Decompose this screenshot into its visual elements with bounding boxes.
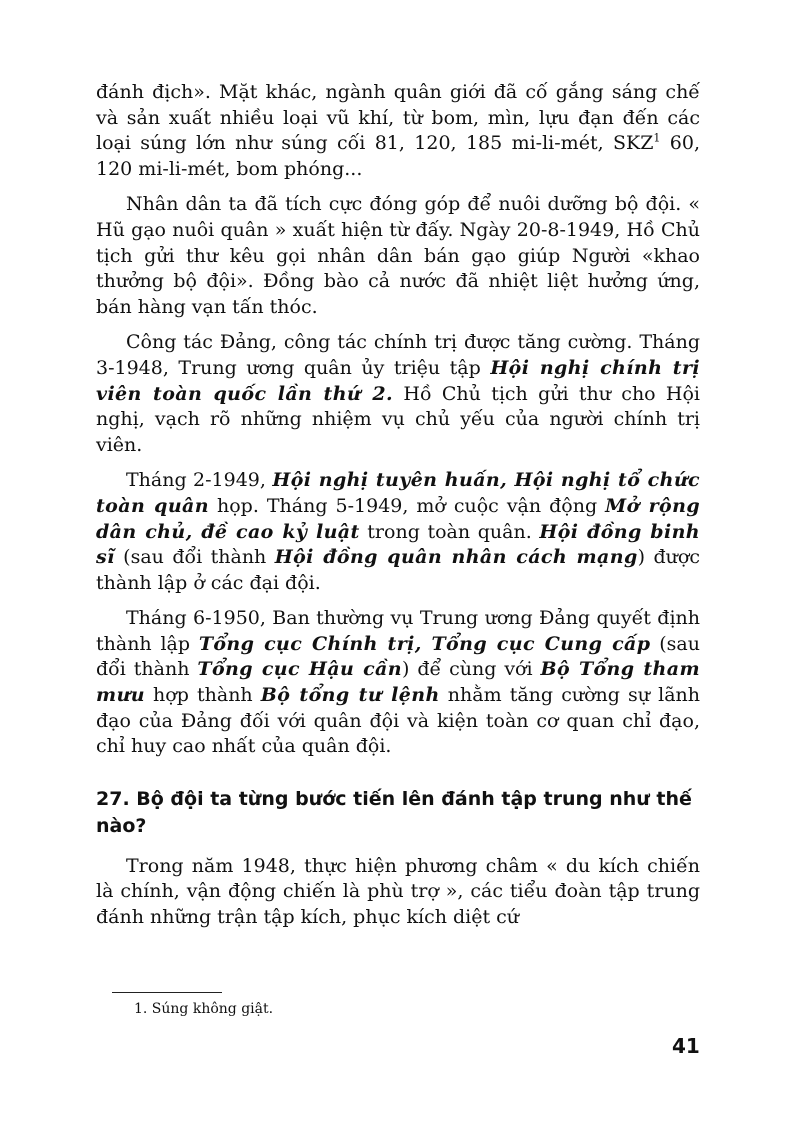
text-run: ) để cùng với xyxy=(401,658,541,681)
italic-title: Hội nghị tuyên huấn, Hội nghị tổ chức toàn quân xyxy=(96,469,700,517)
text-run: (sau đổi thành xyxy=(96,632,700,681)
text-run: Tháng 6-1950, Ban thường vụ Trung ương Đảng quyết định thành lập xyxy=(96,607,700,655)
italic-title: Bộ tổng tư lệnh xyxy=(260,684,440,707)
italic-title: Hội đồng binh sĩ xyxy=(96,520,701,569)
text-run: nhằm tăng cường sự lãnh đạo của Đảng đối với quân đội và kiện toàn cơ quan chỉ đạo, chỉ huy cao nhất của quân đội. xyxy=(96,684,700,758)
paragraph-1 xyxy=(96,80,700,182)
footnote: 1. Súng không giật. xyxy=(134,1001,274,1017)
question-heading: 27. Bộ đội ta từng bước tiến lên đánh tập trung như thế nào? xyxy=(96,787,692,837)
paragraph-5 xyxy=(96,606,700,760)
text-run: đánh địch». Mặt khác, ngành quân giới đã cố gắng sáng chế và sản xuất nhiều loại vũ khí, từ bom, mìn, lựu đạn đến các loại súng lớn như súng cối 81, 120, 185 mi-li-mét, SKZ xyxy=(96,81,700,155)
footnote-divider xyxy=(112,992,222,993)
text-run: họp. Tháng 5-1949, mở cuộc vận động xyxy=(208,494,606,517)
italic-title: Tổng cục Hậu cần xyxy=(197,658,402,681)
page-body xyxy=(96,80,700,941)
text-run: trong toàn quân. xyxy=(359,520,540,543)
text-run: Công tác Đảng, công tác chính trị được tăng cường. Tháng 3-1948, Trung ương quân ủy triệu tập xyxy=(96,331,700,379)
italic-title: Bộ Tổng tham mưu xyxy=(96,658,700,707)
text-run: (sau đổi thành xyxy=(114,546,275,569)
italic-title: Mở rộng dân chủ, đề cao kỷ luật xyxy=(96,494,701,543)
text-run: ) được thành lập ở các đại đội. xyxy=(96,546,700,594)
italic-title: Hội nghị chính trị viên toàn quốc lần thứ 2. xyxy=(96,356,700,405)
text-run: 60, 120 mi-li-mét, bom phóng... xyxy=(96,132,700,180)
text-run: Hồ Chủ tịch gửi thư cho Hội nghị, vạch rõ những nhiệm vụ chủ yếu của người chính trị viên. xyxy=(96,382,701,456)
text-run: Tháng 2-1949, xyxy=(126,469,273,492)
page-number: 41 xyxy=(672,1034,700,1058)
footnote-ref: 1 xyxy=(653,131,661,145)
italic-title: Tổng cục Chính trị, Tổng cục Cung cấp xyxy=(198,632,651,655)
text-run: hợp thành xyxy=(144,684,261,707)
paragraph-2: Nhân dân ta đã tích cực đóng góp để nuôi dưỡng bộ đội. « Hũ gạo nuôi quân » xuất hiện từ đấy. Ngày 20-8-1949, Hồ Chủ tịch gửi thư kêu gọi nhân dân bán gạo giúp Người «khao thưởng bộ đội». Đồng bào cả nước đã nhiệt liệt hưởng ứng, bán hàng vạn tấn thóc. xyxy=(96,193,700,318)
paragraph-6: Trong năm 1948, thực hiện phương châm « du kích chiến là chính, vận động chiến là phù trợ », các tiểu đoàn tập trung đánh những trận tập kích, phục kích diệt cứ xyxy=(96,854,700,929)
paragraph-3 xyxy=(96,330,700,458)
italic-title: Hội đồng quân nhân cách mạng xyxy=(274,546,638,569)
paragraph-4 xyxy=(96,468,700,596)
